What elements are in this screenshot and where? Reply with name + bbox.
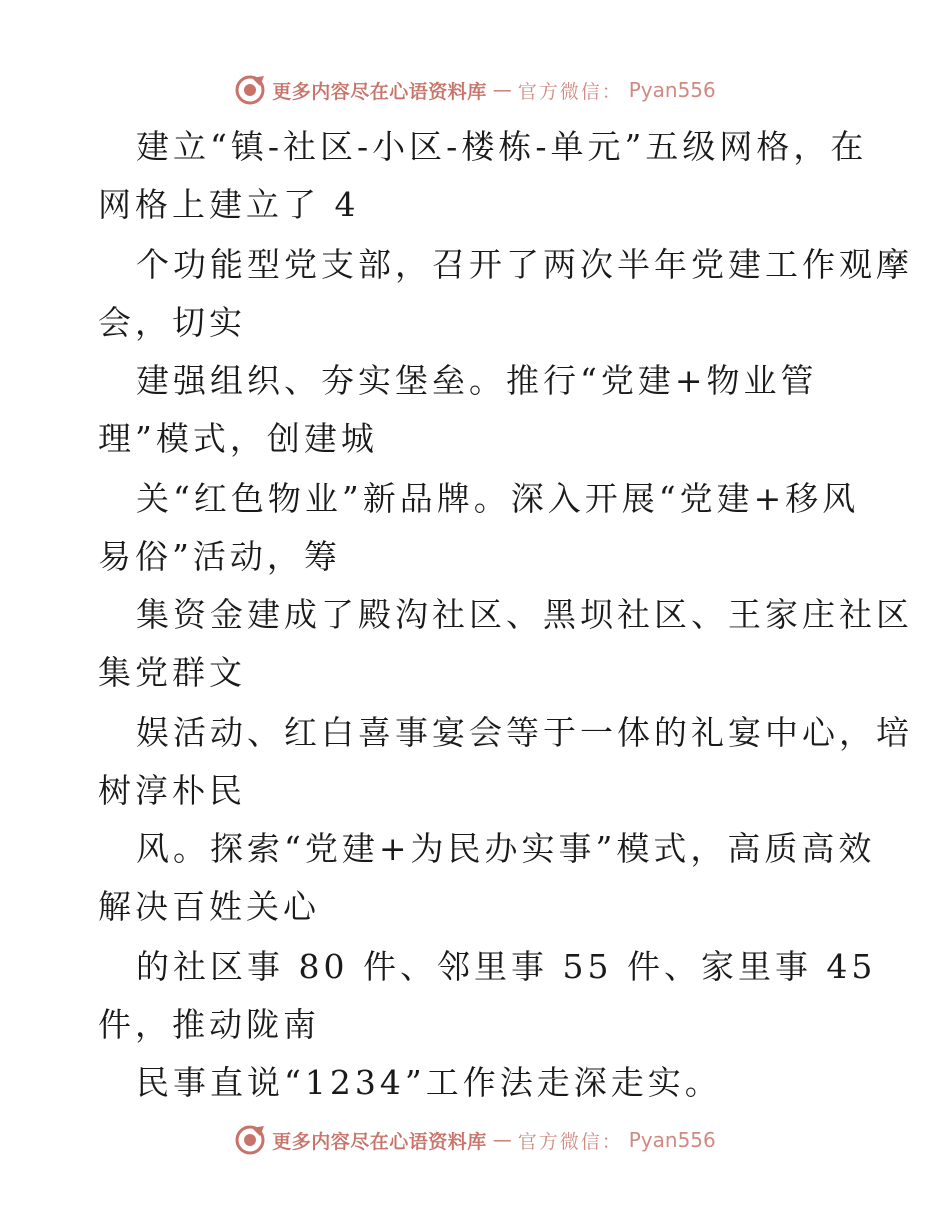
- watermark-wechat-id: Pyan556: [628, 78, 716, 102]
- paragraph-line: 民事直说“1234”工作法走深走实。: [136, 1063, 722, 1102]
- paragraph-line: 会，切实: [98, 303, 246, 342]
- watermark-logo-icon: [234, 74, 266, 106]
- paragraph-line: 解决百姓关心: [98, 887, 320, 926]
- watermark-separator: —: [492, 79, 512, 101]
- watermark-wechat-id: Pyan556: [628, 1128, 716, 1152]
- paragraph-line: 的社区事 80 件、邻里事 55 件、家里事 45: [136, 947, 877, 986]
- watermark-official-label: 官方微信：: [517, 1130, 623, 1153]
- watermark-official-label: 官方微信：: [517, 80, 623, 103]
- paragraph-line: 关“红色物业”新品牌。深入开展“党建+移风: [136, 479, 860, 518]
- paragraph-line: 建强组织、夯实堡垒。推行“党建+物业管: [136, 361, 818, 400]
- paragraph-line: 风。探索“党建+为民办实事”模式，高质高效: [136, 829, 876, 868]
- paragraph-line: 集资金建成了殿沟社区、黑坝社区、王家庄社区: [136, 595, 913, 634]
- header-watermark: [0, 70, 950, 110]
- paragraph-line: 集党群文: [98, 653, 246, 692]
- watermark-text: 更多内容尽在心语资料库: [272, 1130, 487, 1153]
- watermark-separator: —: [492, 1129, 512, 1151]
- paragraph-line: 个功能型党支部，召开了两次半年党建工作观摩: [136, 245, 913, 284]
- paragraph-line: 树淳朴民: [98, 771, 246, 810]
- paragraph-line: 理”模式，创建城: [98, 419, 378, 458]
- watermark-text: 更多内容尽在心语资料库: [272, 80, 487, 103]
- paragraph-line: 易俗”活动，筹: [98, 537, 341, 576]
- paragraph-line: 娱活动、红白喜事宴会等于一体的礼宴中心，培: [136, 713, 913, 752]
- paragraph-line: 建立“镇-社区-小区-楼栋-单元”五级网格，在: [136, 127, 868, 166]
- paragraph-line: 件，推动陇南: [98, 1005, 320, 1044]
- watermark-logo-icon: [234, 1124, 266, 1156]
- footer-watermark: [0, 1120, 950, 1160]
- paragraph-line: 网格上建立了 4: [98, 185, 360, 224]
